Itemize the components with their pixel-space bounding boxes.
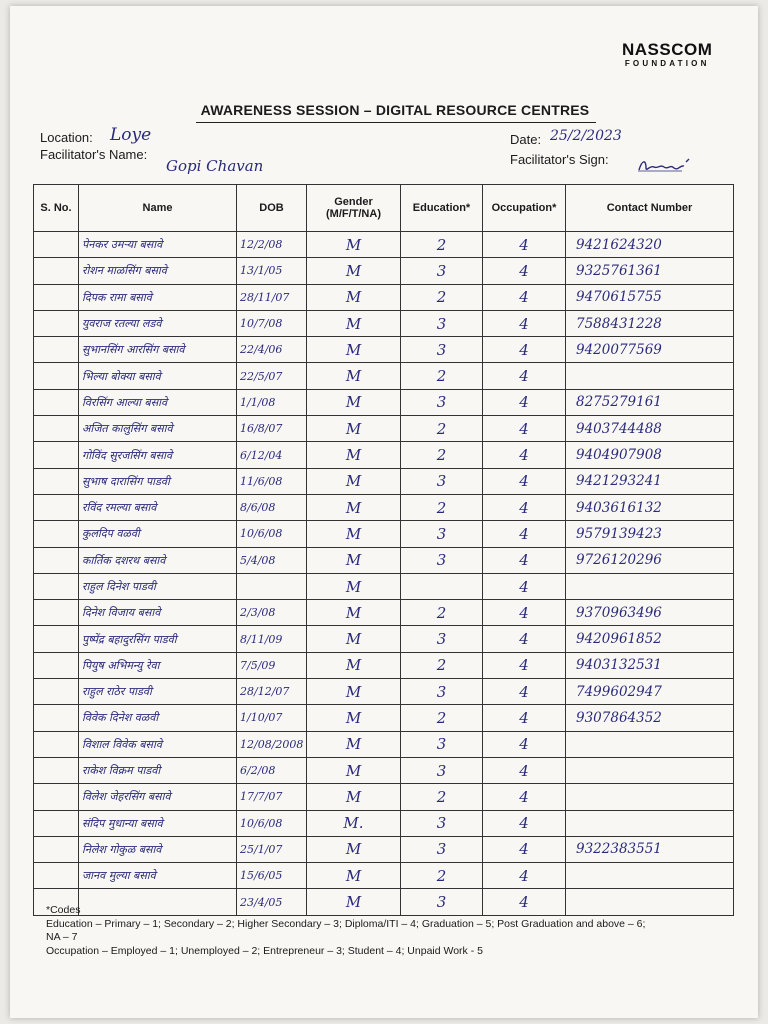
row-dob: 10/7/08: [237, 310, 307, 336]
row-dob: 12/2/08: [237, 232, 307, 258]
table-row: [34, 705, 734, 731]
row-occupation: 4: [483, 284, 566, 310]
row-sno: [34, 442, 79, 468]
row-occupation: 4: [483, 757, 566, 783]
table-row: [34, 836, 734, 862]
row-contact: 9325761361: [566, 258, 734, 284]
table-row: [34, 626, 734, 652]
row-education: 2: [401, 363, 483, 389]
row-contact: [566, 757, 734, 783]
row-contact: [566, 810, 734, 836]
row-contact: 9579139423: [566, 521, 734, 547]
row-dob: 23/4/05: [237, 889, 307, 915]
row-sno: [34, 863, 79, 889]
logo-subtitle: FOUNDATION: [624, 59, 710, 68]
row-sno: [34, 284, 79, 310]
row-education: 3: [401, 679, 483, 705]
row-education: 3: [401, 258, 483, 284]
table-row: [34, 416, 734, 442]
row-contact: [566, 863, 734, 889]
row-education: 2: [401, 494, 483, 520]
row-gender: M: [307, 863, 401, 889]
row-gender: M: [307, 468, 401, 494]
codes-occupation: Occupation – Employed – 1; Unemployed – 2; Entrepreneur – 3; Student – 4; Unpaid Work - 5: [46, 945, 483, 957]
table-row: [34, 757, 734, 783]
table-row: [34, 232, 734, 258]
row-sno: [34, 626, 79, 652]
col-header-sno: S. No.: [34, 185, 79, 232]
table-row: [34, 573, 734, 599]
row-gender: M: [307, 836, 401, 862]
row-sno: [34, 810, 79, 836]
row-sno: [34, 652, 79, 678]
row-occupation: 4: [483, 836, 566, 862]
row-name: संदिप मुधान्या बसावे: [79, 810, 237, 836]
row-sno: [34, 468, 79, 494]
row-sno: [34, 232, 79, 258]
row-gender: M: [307, 258, 401, 284]
table-row: [34, 863, 734, 889]
row-occupation: 4: [483, 573, 566, 599]
row-education: 2: [401, 416, 483, 442]
row-name: कुलदिप वळवी: [79, 521, 237, 547]
row-gender: M: [307, 573, 401, 599]
table-body: [34, 232, 734, 916]
row-occupation: 4: [483, 600, 566, 626]
row-dob: 7/5/09: [237, 652, 307, 678]
row-sno: [34, 573, 79, 599]
row-name: रविंद रमल्या बसावे: [79, 494, 237, 520]
row-name: विलेश जेहरसिंग बसावे: [79, 784, 237, 810]
row-gender: M: [307, 310, 401, 336]
row-sno: [34, 389, 79, 415]
table-row: [34, 652, 734, 678]
row-contact: 9322383551: [566, 836, 734, 862]
row-occupation: 4: [483, 337, 566, 363]
row-dob: [237, 573, 307, 599]
col-header-dob: DOB: [237, 185, 307, 232]
row-name: जानव मुल्या बसावे: [79, 863, 237, 889]
row-occupation: 4: [483, 731, 566, 757]
row-gender: M: [307, 652, 401, 678]
table-row: [34, 600, 734, 626]
row-dob: 13/1/05: [237, 258, 307, 284]
row-occupation: 4: [483, 468, 566, 494]
col-header-contact: Contact Number: [566, 185, 734, 232]
row-education: 3: [401, 389, 483, 415]
row-dob: 6/12/04: [237, 442, 307, 468]
row-education: 3: [401, 757, 483, 783]
col-header-name: Name: [79, 185, 237, 232]
table-row: [34, 494, 734, 520]
row-name: युवराज रतल्या लडवे: [79, 310, 237, 336]
row-name: दिपक रामा बसावे: [79, 284, 237, 310]
row-sno: [34, 521, 79, 547]
row-occupation: 4: [483, 494, 566, 520]
row-gender: M: [307, 232, 401, 258]
row-dob: 22/4/06: [237, 337, 307, 363]
row-gender: M: [307, 363, 401, 389]
row-education: 2: [401, 863, 483, 889]
row-education: 3: [401, 547, 483, 573]
row-education: 2: [401, 652, 483, 678]
table-row: [34, 679, 734, 705]
row-dob: 5/4/08: [237, 547, 307, 573]
row-contact: 9403616132: [566, 494, 734, 520]
form-title: AWARENESS SESSION – DIGITAL RESOURCE CENTRES: [200, 102, 590, 118]
table-row: [34, 310, 734, 336]
row-sno: [34, 547, 79, 573]
table-row: [34, 810, 734, 836]
date-value: 25/2/2023: [550, 128, 622, 144]
row-contact: 9421624320: [566, 232, 734, 258]
row-dob: 11/6/08: [237, 468, 307, 494]
col-header-education: Education*: [401, 185, 483, 232]
row-dob: 10/6/08: [237, 521, 307, 547]
row-gender: M: [307, 757, 401, 783]
row-name: राकेश विक्रम पाडवी: [79, 757, 237, 783]
row-education: 2: [401, 232, 483, 258]
row-education: 3: [401, 468, 483, 494]
row-dob: 28/12/07: [237, 679, 307, 705]
row-sno: [34, 731, 79, 757]
row-gender: M: [307, 442, 401, 468]
row-occupation: 4: [483, 679, 566, 705]
row-contact: 9726120296: [566, 547, 734, 573]
row-sno: [34, 705, 79, 731]
row-occupation: 4: [483, 389, 566, 415]
table-row: [34, 363, 734, 389]
location-value: Loye: [110, 125, 152, 145]
nasscom-logo: [622, 40, 712, 68]
row-gender: M: [307, 679, 401, 705]
row-name: विवेक दिनेश वळवी: [79, 705, 237, 731]
row-occupation: 4: [483, 232, 566, 258]
row-name: गोविंद सुरजसिंग बसावे: [79, 442, 237, 468]
table-row: [34, 521, 734, 547]
table-row: [34, 389, 734, 415]
row-gender: M: [307, 389, 401, 415]
row-sno: [34, 494, 79, 520]
row-gender: M: [307, 284, 401, 310]
row-dob: 8/11/09: [237, 626, 307, 652]
row-gender: M: [307, 705, 401, 731]
logo-name: NASSCOM: [622, 40, 713, 59]
facilitator-sign-label: Facilitator's Sign:: [510, 152, 609, 167]
row-contact: 9307864352: [566, 705, 734, 731]
facilitator-signature: [636, 156, 694, 176]
row-name: पुष्पेंद्र बहादुरसिंग पाडवी: [79, 626, 237, 652]
row-sno: [34, 836, 79, 862]
row-contact: [566, 573, 734, 599]
row-gender: M: [307, 889, 401, 915]
row-contact: 9370963496: [566, 600, 734, 626]
row-gender: M: [307, 547, 401, 573]
row-name: सुभाष दारासिंग पाडवी: [79, 468, 237, 494]
table-row: [34, 784, 734, 810]
row-occupation: 4: [483, 442, 566, 468]
row-contact: 9420077569: [566, 337, 734, 363]
row-education: 3: [401, 810, 483, 836]
row-dob: 15/6/05: [237, 863, 307, 889]
row-sno: [34, 784, 79, 810]
row-dob: 28/11/07: [237, 284, 307, 310]
row-education: 2: [401, 600, 483, 626]
row-name: राहुल दिनेश पाडवी: [79, 573, 237, 599]
row-contact: 9420961852: [566, 626, 734, 652]
row-gender: M: [307, 600, 401, 626]
row-name: रोशन माळसिंग बसावे: [79, 258, 237, 284]
row-occupation: 4: [483, 705, 566, 731]
row-contact: 9403744488: [566, 416, 734, 442]
row-gender: M: [307, 521, 401, 547]
table-row: [34, 337, 734, 363]
row-name: पेनकर उमऱ्या बसावे: [79, 232, 237, 258]
facilitator-name-value: Gopi Chavan: [166, 157, 264, 175]
table-row: [34, 442, 734, 468]
row-dob: 2/3/08: [237, 600, 307, 626]
row-education: 3: [401, 310, 483, 336]
row-gender: M.: [307, 810, 401, 836]
row-dob: 6/2/08: [237, 757, 307, 783]
row-sno: [34, 310, 79, 336]
table-row: [34, 731, 734, 757]
row-contact: [566, 784, 734, 810]
facilitator-name-label: Facilitator's Name:: [40, 147, 148, 162]
row-gender: M: [307, 494, 401, 520]
row-occupation: 4: [483, 547, 566, 573]
row-dob: 17/7/07: [237, 784, 307, 810]
row-gender: M: [307, 731, 401, 757]
row-name: निलेश गोकुळ बसावे: [79, 836, 237, 862]
row-dob: 1/10/07: [237, 705, 307, 731]
row-dob: 12/08/2008: [237, 731, 307, 757]
row-contact: [566, 731, 734, 757]
row-education: 2: [401, 284, 483, 310]
row-gender: M: [307, 784, 401, 810]
participants-table: [33, 184, 734, 916]
row-contact: 8275279161: [566, 389, 734, 415]
codes-heading: *Codes: [46, 904, 81, 916]
col-header-occupation: Occupation*: [483, 185, 566, 232]
codes-legend: [46, 904, 646, 959]
row-dob: 10/6/08: [237, 810, 307, 836]
row-name: विशाल विवेक बसावे: [79, 731, 237, 757]
row-sno: [34, 337, 79, 363]
row-dob: 25/1/07: [237, 836, 307, 862]
row-sno: [34, 679, 79, 705]
row-name: अजित कालुसिंग बसावे: [79, 416, 237, 442]
row-contact: 9421293241: [566, 468, 734, 494]
row-occupation: 4: [483, 652, 566, 678]
row-gender: M: [307, 337, 401, 363]
row-education: 3: [401, 337, 483, 363]
row-education: 3: [401, 836, 483, 862]
row-occupation: 4: [483, 521, 566, 547]
row-contact: 9404907908: [566, 442, 734, 468]
row-sno: [34, 600, 79, 626]
row-occupation: 4: [483, 416, 566, 442]
row-occupation: 4: [483, 810, 566, 836]
row-occupation: 4: [483, 310, 566, 336]
row-occupation: 4: [483, 258, 566, 284]
row-contact: [566, 363, 734, 389]
row-contact: 9403132531: [566, 652, 734, 678]
col-header-gender: Gender (M/F/T/NA): [307, 185, 401, 232]
row-contact: 7588431228: [566, 310, 734, 336]
row-name: पियुष अभिमन्यु रेवा: [79, 652, 237, 678]
row-education: 3: [401, 889, 483, 915]
row-education: 3: [401, 626, 483, 652]
row-sno: [34, 363, 79, 389]
row-name: विरसिंग आल्या बसावे: [79, 389, 237, 415]
date-label: Date:: [510, 132, 542, 147]
row-gender: M: [307, 416, 401, 442]
row-name: सुभानसिंग आरसिंग बसावे: [79, 337, 237, 363]
row-occupation: 4: [483, 889, 566, 915]
row-name: राहुल राठेर पाडवी: [79, 679, 237, 705]
row-contact: 9470615755: [566, 284, 734, 310]
row-dob: 1/1/08: [237, 389, 307, 415]
table-row: [34, 258, 734, 284]
table-header-row: [34, 185, 734, 232]
row-occupation: 4: [483, 626, 566, 652]
table-row: [34, 468, 734, 494]
row-gender: M: [307, 626, 401, 652]
row-sno: [34, 258, 79, 284]
row-sno: [34, 757, 79, 783]
row-education: 3: [401, 731, 483, 757]
row-name: भिल्या बोक्या बसावे: [79, 363, 237, 389]
row-name: दिनेश विजाय बसावे: [79, 600, 237, 626]
row-education: [401, 573, 483, 599]
row-occupation: 4: [483, 784, 566, 810]
row-education: 2: [401, 442, 483, 468]
row-education: 3: [401, 521, 483, 547]
row-dob: 16/8/07: [237, 416, 307, 442]
row-sno: [34, 416, 79, 442]
row-occupation: 4: [483, 863, 566, 889]
row-contact: 7499602947: [566, 679, 734, 705]
row-education: 2: [401, 705, 483, 731]
table-row: [34, 547, 734, 573]
row-education: 2: [401, 784, 483, 810]
title-underline: [196, 122, 596, 123]
table-row: [34, 284, 734, 310]
codes-education: Education – Primary – 1; Secondary – 2; Higher Secondary – 3; Diploma/ITI – 4; Graduation – 5; Post Graduation and above – 6; NA – 7: [46, 918, 646, 943]
row-dob: 8/6/08: [237, 494, 307, 520]
location-label: Location:: [40, 130, 93, 145]
row-name: कार्तिक दशरथ बसावे: [79, 547, 237, 573]
row-dob: 22/5/07: [237, 363, 307, 389]
row-occupation: 4: [483, 363, 566, 389]
